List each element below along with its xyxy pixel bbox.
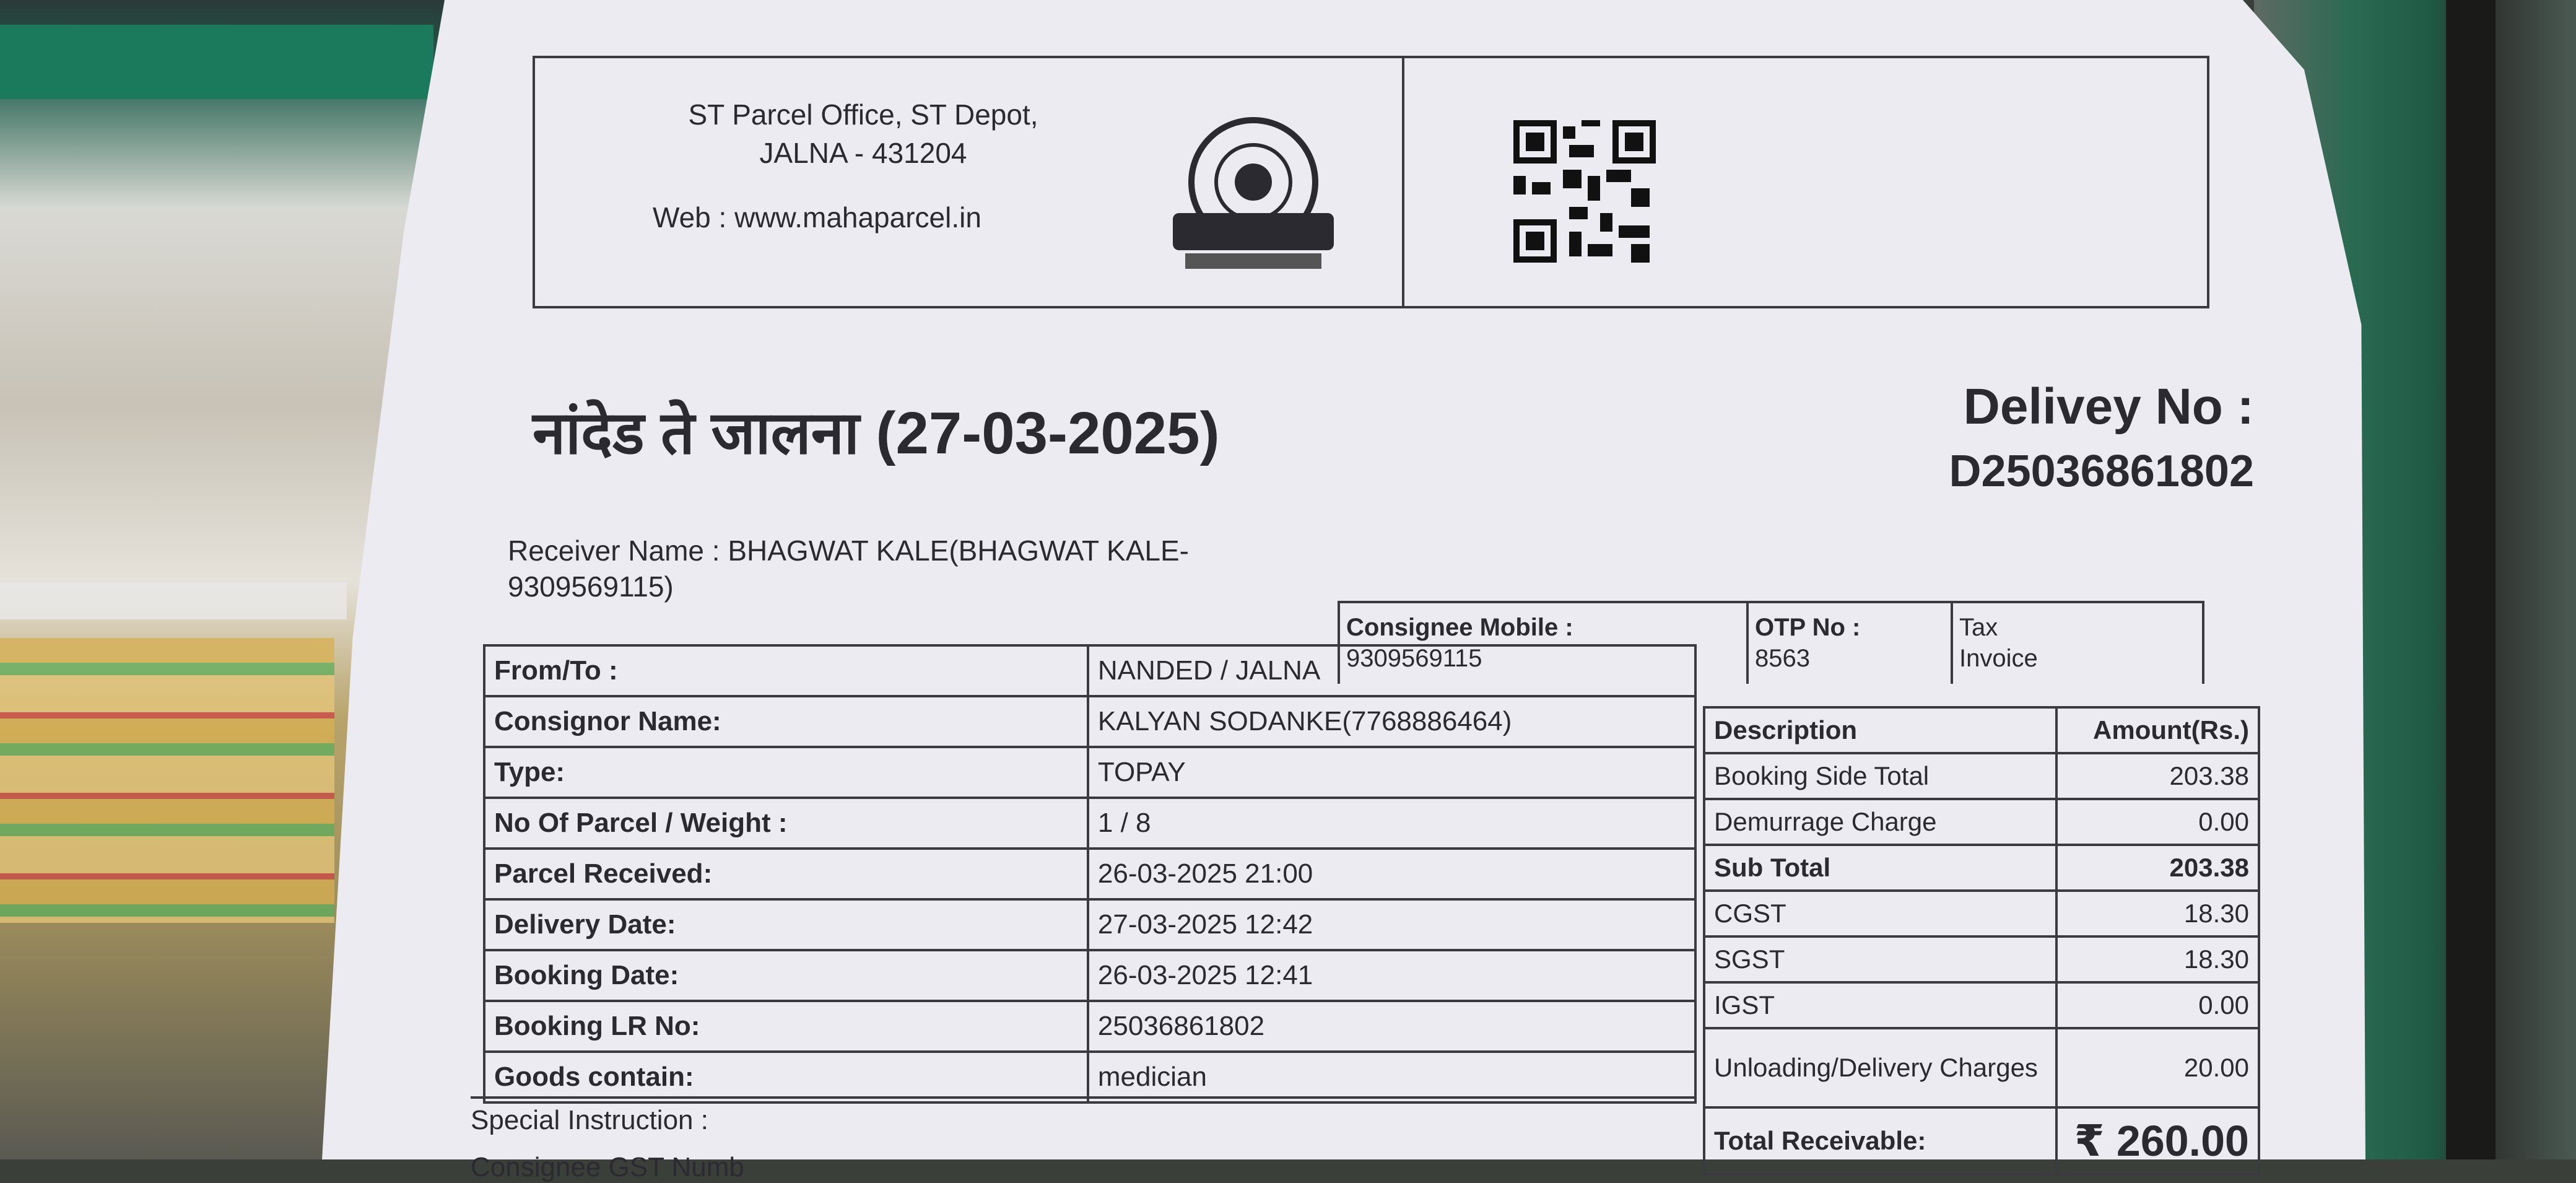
otp-label: OTP No : [1755,614,1861,641]
detail-value: 26-03-2025 21:00 [1088,849,1695,899]
delivery-number-label: Delivey No : [1963,378,2254,435]
table-row [1704,936,2259,982]
tax-invoice-line-2: Invoice [1959,645,2038,672]
detail-value: NANDED / JALNA [1088,645,1695,696]
detail-label: Goods contain: [484,1052,1088,1102]
website: Web : www.mahaparcel.in [653,201,981,234]
detail-label: Delivery Date: [484,899,1088,950]
charges-header-row [1704,707,2259,753]
table-row [484,798,1695,849]
consignee-mobile: 9309569115 [1346,645,1482,672]
office-line-1: ST Parcel Office, ST Depot, [688,98,1038,131]
charges-table [1703,706,2260,1176]
receipt-header [533,56,2209,308]
consignee-gst: Consignee GST Numb [471,1152,744,1182]
table-row [484,950,1695,1001]
table-row [484,899,1695,950]
charge-amount: 203.38 [2056,845,2259,891]
table-row [484,849,1695,899]
title-row [520,365,2254,526]
detail-value: KALYAN SODANKE(7768886464) [1088,696,1695,747]
office-line-2: JALNA - 431204 [759,137,967,169]
table-row [1704,799,2259,845]
route-title: नांदेड ते जालना (27-03-2025) [533,400,1220,466]
otp-cell [1746,603,1951,684]
receiver-line-2: 9309569115) [508,570,674,603]
qr-code-icon[interactable] [1513,120,1656,263]
table-row [484,747,1695,798]
charge-amount: 0.00 [2056,982,2259,1028]
charge-description: Sub Total [1704,845,2056,891]
table-row [1704,982,2259,1028]
charge-amount: 0.00 [2056,799,2259,845]
detail-value: 1 / 8 [1088,798,1695,849]
table-row [1704,1028,2259,1107]
table-row [484,645,1695,696]
table-row [484,1001,1695,1052]
detail-value: medician [1088,1052,1695,1102]
charge-description: SGST [1704,936,2056,982]
detail-value: 26-03-2025 12:41 [1088,950,1695,1001]
otp-value: 8563 [1755,645,1810,672]
shelf-post [2446,0,2496,1159]
charge-description: IGST [1704,982,2056,1028]
table-row [484,1052,1695,1102]
msrtc-logo-icon [1160,108,1346,275]
detail-label: Booking LR No: [484,1001,1088,1052]
parcel-details-table [483,644,1697,1104]
amount-header: Amount(Rs.) [2056,707,2259,753]
office-address [646,95,1080,172]
receiver-line-1: Receiver Name : BHAGWAT KALE(BHAGWAT KALE- [508,535,1190,567]
total-row [1704,1107,2259,1174]
subtotal-row [1704,845,2259,891]
charge-description: Unloading/Delivery Charges [1704,1028,2056,1107]
detail-value: 27-03-2025 12:42 [1088,899,1695,950]
special-instruction: Special Instruction : [471,1096,1697,1136]
table-row [484,696,1695,747]
header-divider [1402,58,1404,306]
detail-label: Booking Date: [484,950,1088,1001]
detail-label: Parcel Received: [484,849,1088,899]
detail-label: Consignor Name: [484,696,1088,747]
detail-label: Type: [484,747,1088,798]
detail-value: 25036861802 [1088,1001,1695,1052]
detail-value: TOPAY [1088,747,1695,798]
table-row [1704,891,2259,936]
charge-description: Booking Side Total [1704,753,2056,799]
charge-amount: 18.30 [2056,891,2259,936]
tax-invoice-cell [1951,603,2204,684]
receipt [186,19,2254,1182]
charge-description: Demurrage Charge [1704,799,2056,845]
consignee-mobile-label: Consignee Mobile : [1346,614,1573,641]
charge-description: CGST [1704,891,2056,936]
charge-amount: 18.30 [2056,936,2259,982]
detail-label: No Of Parcel / Weight : [484,798,1088,849]
tax-invoice-line-1: Tax [1959,614,1998,641]
delivery-number: D25036861802 [1949,447,2254,496]
total-label: Total Receivable: [1704,1107,2056,1174]
charge-amount: 20.00 [2056,1028,2259,1107]
description-header: Description [1704,707,2056,753]
charge-amount: 203.38 [2056,753,2259,799]
total-value: ₹ 260.00 [2056,1107,2259,1174]
detail-label: From/To : [484,645,1088,696]
table-row [1704,753,2259,799]
